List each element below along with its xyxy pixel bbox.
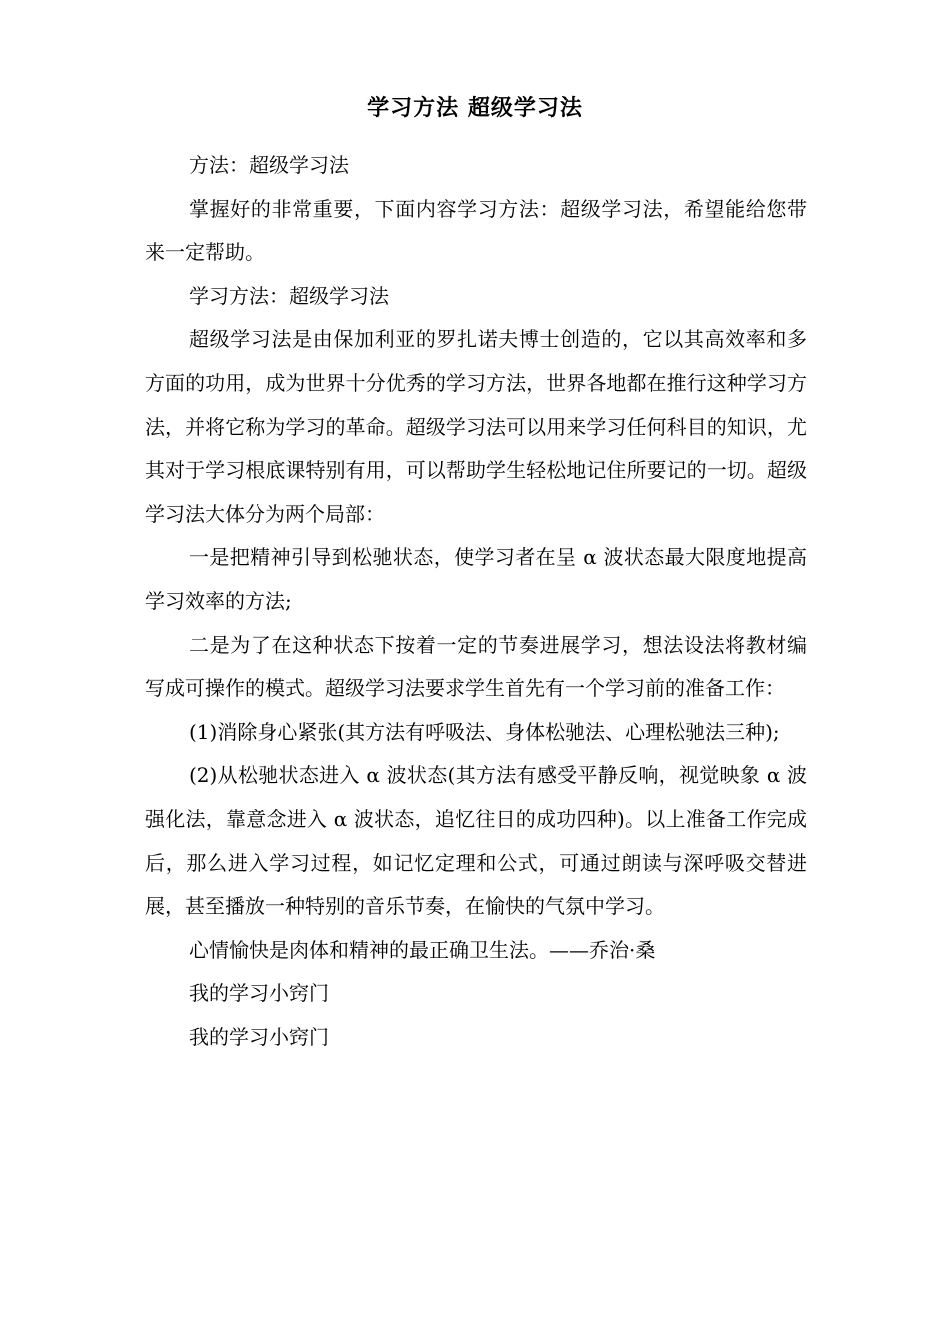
- paragraph: 我的学习小窍门: [189, 1024, 329, 1049]
- document-title: 学习方法 超级学习法: [367, 95, 583, 121]
- paragraph: 超级学习法是由保加利亚的罗扎诺夫博士创造的，它以其高效率和多方面的功用，成为世界十分优秀的学习方法，世界各地都在推行这种学习方法，并将它称为学习的革命。超级学习法可以用来学习任何科目的知识，尤其对于学习根底课特别有用，可以帮助学生轻松地记住所要记的一切。超级学习法大体分为两个局部：: [145, 327, 807, 526]
- paragraph: (2)从松驰状态进入 α 波状态(其方法有感受平静反响，视觉映象 α 波强化法，靠意念进入 α 波状态，追忆往日的成功四种)。以上准备工作完成后，那么进入学习过程，如记忆定理和公式，可通过朗读与深呼吸交替进展，甚至播放一种特别的音乐节奏，在愉快的气氛中学习。: [145, 763, 807, 919]
- paragraph: (1)消除身心紧张(其方法有呼吸法、身体松驰法、心理松驰法三种);: [189, 719, 780, 744]
- paragraph: 掌握好的非常重要，下面内容学习方法：超级学习法，希望能给您带来一定帮助。: [145, 196, 807, 265]
- quote-paragraph: 心情愉快是肉体和精神的最正确卫生法。——乔治·桑: [189, 937, 656, 962]
- paragraph: 一是把精神引导到松驰状态，使学习者在呈 α 波状态最大限度地提高学习效率的方法;: [145, 545, 807, 613]
- paragraph: 方法：超级学习法: [189, 153, 349, 177]
- paragraph: 我的学习小窍门: [189, 981, 329, 1006]
- document-body: [145, 144, 807, 1059]
- paragraph: 二是为了在这种状态下按着一定的节奏进展学习，想法设法将教材编写成可操作的模式。超级学习法要求学生首先有一个学习前的准备工作：: [145, 632, 807, 701]
- paragraph: 学习方法：超级学习法: [189, 283, 389, 308]
